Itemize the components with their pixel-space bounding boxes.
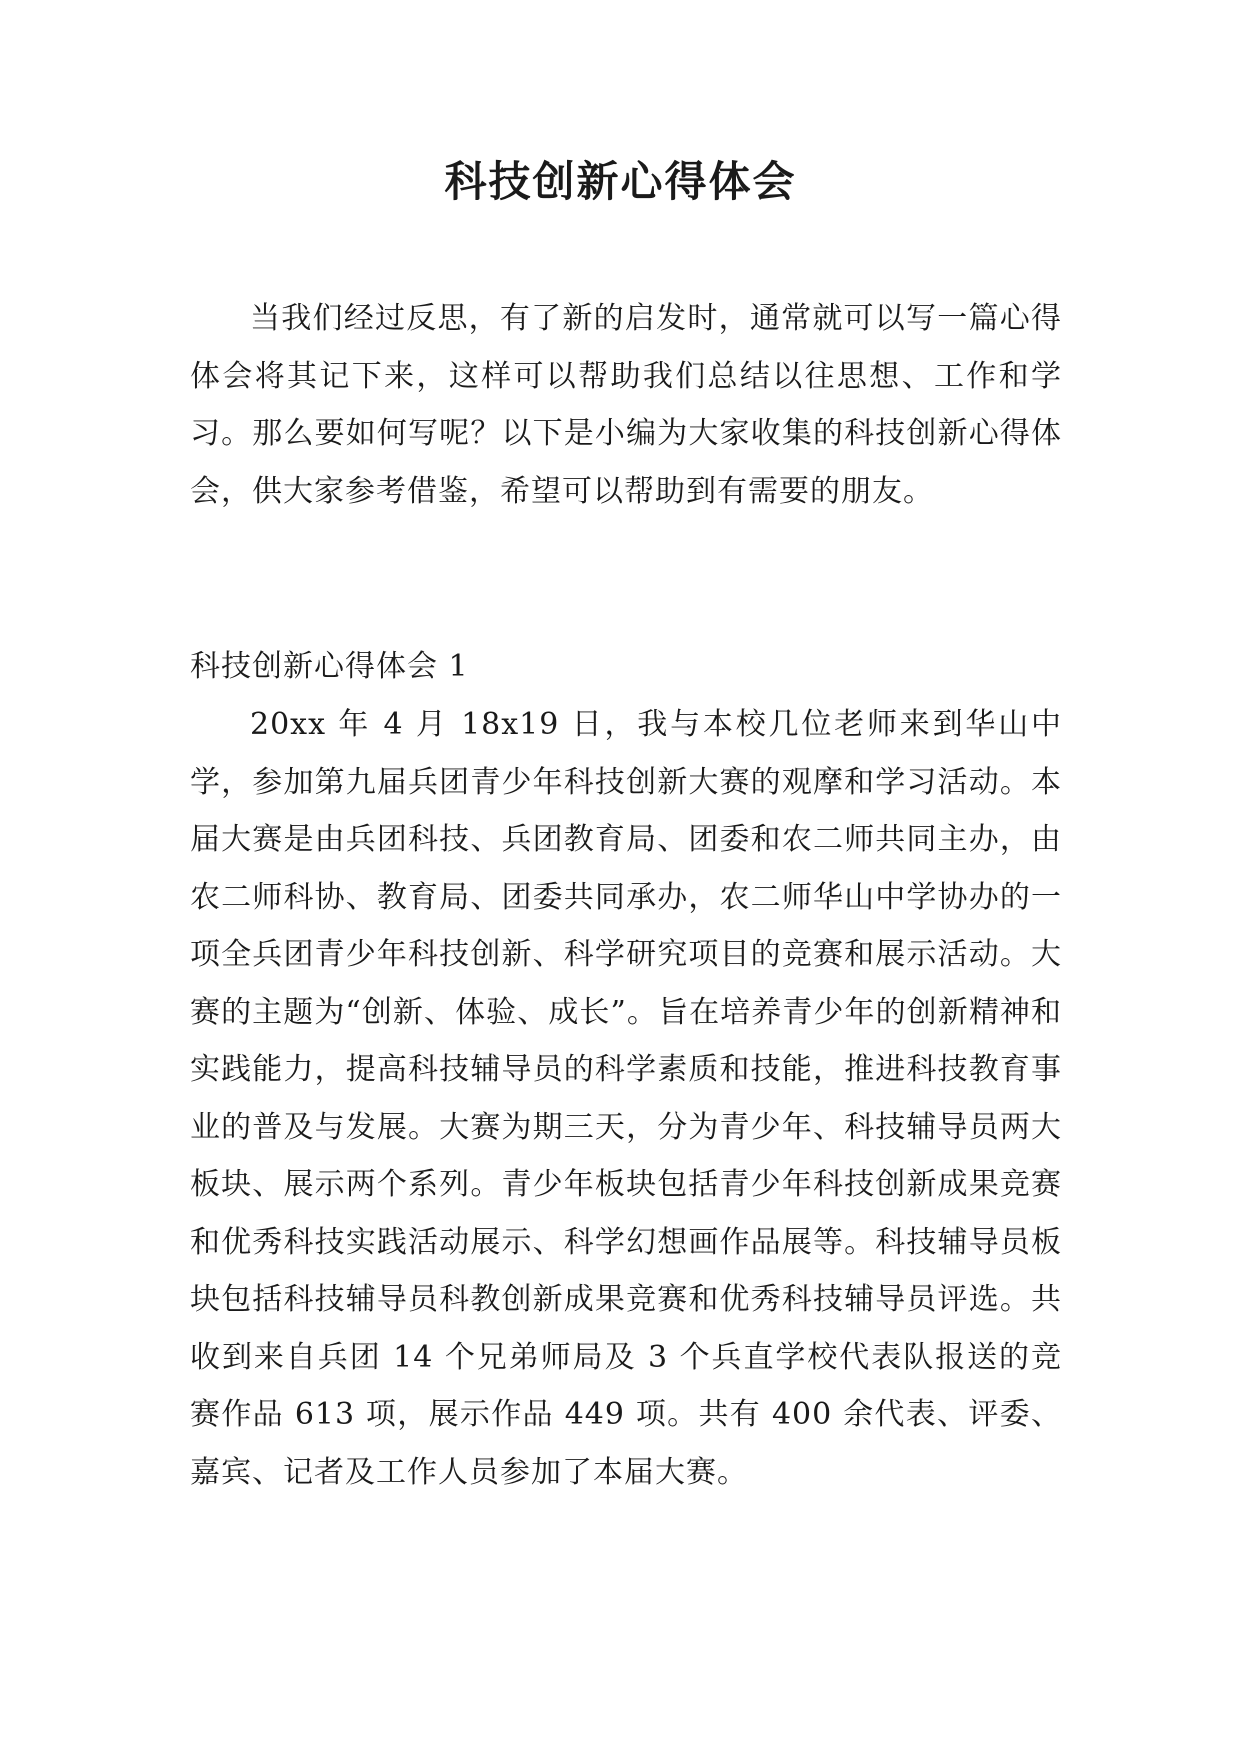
section-heading: 科技创新心得体会 1 — [190, 649, 469, 684]
document-title: 科技创新心得体会 — [444, 157, 797, 206]
section-paragraph: 20xx 年 4 月 18x19 日，我与本校几位老师来到华山中学，参加第九届兵团青少年科技创新大赛的观摩和学习活动。本届大赛是由兵团科技、兵团教育局、团委和农二师共同主办，由农二师科协、教育局、团委共同承办，农二师华山中学协办的一项全兵团青少年科技创新、科学研究项目的竞赛和展示活动。大赛的主题为“创新、体验、成长”。旨在培养青少年的创新精神和实践能力，提高科技辅导员的科学素质和技能，推进科技教育事业的普及与发展。大赛为期三天，分为青少年、科技辅导员两大板块、展示两个系列。青少年板块包括青少年科技创新成果竞赛和优秀科技实践活动展示、科学幻想画作品展等。科技辅导员板块包括科技辅导员科教创新成果竞赛和优秀科技辅导员评选。共收到来自兵团 14 个兄弟师局及 3 个兵直学校代表队报送的竞赛作品 613 项，展示作品 449 项。共有 400 余代表、评委、嘉宾、记者及工作人员参加了本届大赛。 — [190, 707, 1062, 1490]
intro-paragraph: 当我们经过反思，有了新的启发时，通常就可以写一篇心得体会将其记下来，这样可以帮助我们总结以往思想、工作和学习。那么要如何写呢？以下是小编为大家收集的科技创新心得体会，供大家参考借鉴，希望可以帮助到有需要的朋友。 — [190, 301, 1062, 509]
